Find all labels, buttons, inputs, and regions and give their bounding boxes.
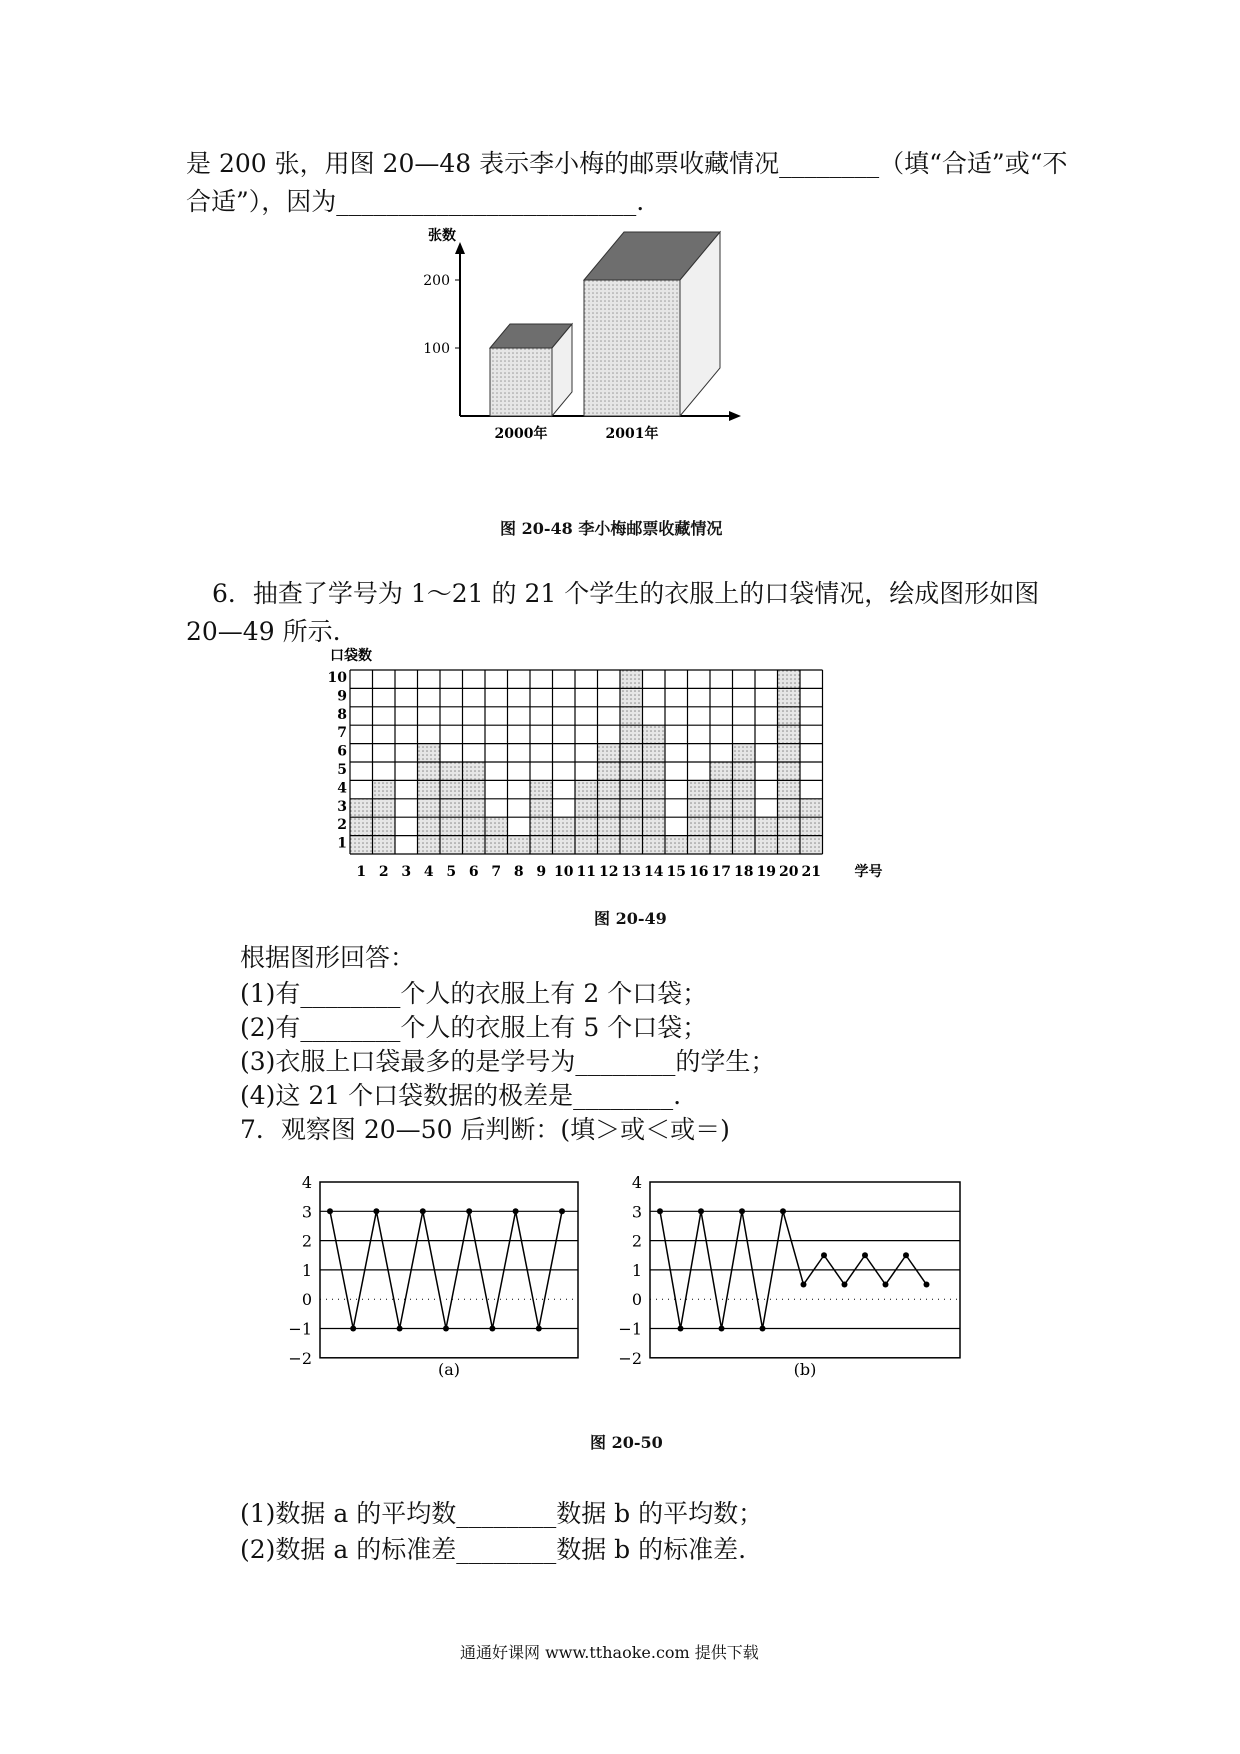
- footer: 通通好课网 www.tthaoke.com 提供下载: [460, 1643, 759, 1662]
- data-point: [373, 1208, 379, 1214]
- y-tick-label: −2: [288, 1348, 312, 1368]
- data-point: [739, 1208, 745, 1214]
- y-tick-label: 2: [301, 1231, 312, 1251]
- x-tick-label: 18: [734, 864, 754, 880]
- x-tick-label: 13: [621, 864, 641, 880]
- bar-21: [800, 799, 823, 854]
- q7-item-1: (1)数据 a 的平均数________数据 b 的平均数；: [240, 1499, 764, 1528]
- x-tick-label: 20: [779, 864, 799, 880]
- y-tick-label: 3: [301, 1202, 312, 1222]
- y-tick-label: −1: [618, 1319, 642, 1339]
- line-chart-b: [610, 1170, 960, 1400]
- y-tick-label: 6: [337, 743, 347, 760]
- text-line-1: 是 200 张，用图 20—48 表示李小梅的邮票收藏情况________（填“合适”或“不: [186, 149, 1068, 178]
- bar-17: [710, 762, 733, 854]
- x-tick-label: 8: [513, 864, 524, 880]
- data-point: [862, 1252, 868, 1258]
- x-tick-label: 15: [666, 864, 686, 880]
- y-tick-label: 0: [631, 1290, 642, 1310]
- data-point: [842, 1282, 848, 1288]
- y-tick-label: 3: [337, 798, 347, 815]
- x-axis-label: 学号: [854, 864, 883, 880]
- bar-14: [643, 725, 666, 854]
- text-line-2: 合适”），因为________________________.: [186, 187, 645, 216]
- y-tick-label: 2: [631, 1231, 642, 1251]
- y-tick-label: 4: [337, 780, 347, 797]
- x-tick-label: 16: [689, 864, 709, 880]
- data-point: [760, 1326, 766, 1332]
- y-tick-label: 5: [337, 762, 347, 778]
- q7-item-2: (2)数据 a 的标准差________数据 b 的标准差.: [240, 1535, 747, 1564]
- q7-title: 7．观察图 20—50 后判断：(填＞或＜或＝): [240, 1115, 730, 1144]
- x-tick-label: 21: [801, 864, 821, 880]
- data-point: [350, 1326, 356, 1332]
- data-point: [420, 1208, 426, 1214]
- y-tick-label: 200: [423, 273, 450, 289]
- data-point: [443, 1326, 449, 1332]
- q6-item-1: (1)有________个人的衣服上有 2 个口袋；: [240, 979, 708, 1008]
- y-tick-label: 4: [631, 1173, 642, 1192]
- y-tick-label: 8: [337, 706, 347, 723]
- fig49-caption: 图 20-49: [594, 909, 667, 928]
- data-point: [924, 1282, 930, 1288]
- fig50-caption: 图 20-50: [590, 1433, 663, 1452]
- data-point: [466, 1208, 472, 1214]
- x-tick-label: 2001年: [605, 426, 659, 442]
- data-point: [559, 1208, 565, 1214]
- x-tick-label: 5: [446, 864, 457, 880]
- data-point: [698, 1208, 704, 1214]
- q6-item-3: (3)衣服上口袋最多的是学号为________的学生；: [240, 1047, 776, 1076]
- y-tick-label: 9: [337, 688, 347, 705]
- data-point: [397, 1326, 403, 1332]
- data-point: [801, 1282, 807, 1288]
- data-point: [657, 1208, 663, 1214]
- data-point: [719, 1326, 725, 1332]
- stamp-collection-chart: [420, 228, 840, 490]
- x-tick-label: 1: [356, 864, 367, 880]
- data-point: [678, 1326, 684, 1332]
- y-axis-arrow: [455, 242, 465, 254]
- q6-item-2: (2)有________个人的衣服上有 5 个口袋；: [240, 1013, 708, 1042]
- y-tick-label: 100: [423, 341, 450, 357]
- bar-1: [350, 799, 373, 854]
- data-point: [536, 1326, 542, 1332]
- x-tick-label: 12: [599, 864, 619, 880]
- y-tick-label: 10: [327, 670, 347, 686]
- q6-line-2: 20—49 所示.: [186, 617, 341, 646]
- bar-front-2: [584, 280, 680, 416]
- x-tick-label: 11: [576, 864, 596, 880]
- x-axis-arrow: [729, 411, 741, 421]
- y-axis-label: 口袋数: [330, 648, 372, 664]
- answer-intro: 根据图形回答：: [240, 943, 416, 972]
- x-tick-label: 14: [644, 864, 664, 880]
- x-tick-label: 2000年: [494, 426, 548, 442]
- panel-label: (a): [437, 1360, 461, 1379]
- x-tick-label: 19: [756, 864, 776, 880]
- data-point: [883, 1282, 889, 1288]
- bar-15: [665, 836, 688, 854]
- x-tick-label: 6: [468, 864, 479, 880]
- bar-front-1: [490, 348, 552, 416]
- x-tick-label: 2: [378, 864, 389, 880]
- x-tick-label: 17: [711, 864, 731, 880]
- x-tick-label: 10: [554, 864, 574, 880]
- data-point: [327, 1208, 333, 1214]
- q6-item-4: (4)这 21 个口袋数据的极差是________.: [240, 1081, 682, 1110]
- pocket-count-chart: [310, 650, 930, 890]
- y-axis-label: 张数: [428, 228, 456, 244]
- y-tick-label: 7: [337, 725, 347, 742]
- bar-6: [463, 762, 486, 854]
- x-tick-label: 4: [423, 864, 434, 880]
- x-tick-label: 9: [536, 864, 547, 880]
- data-point: [903, 1252, 909, 1258]
- y-tick-label: 0: [301, 1290, 312, 1310]
- fig48-caption: 图 20-48 李小梅邮票收藏情况: [500, 519, 723, 538]
- y-tick-label: 1: [301, 1260, 312, 1280]
- y-tick-label: 1: [631, 1260, 642, 1280]
- y-tick-label: 4: [301, 1173, 312, 1192]
- q6-line-1: 6．抽查了学号为 1～21 的 21 个学生的衣服上的口袋情况，绘成图形如图: [212, 579, 1040, 608]
- y-tick-label: 3: [631, 1202, 642, 1222]
- x-tick-label: 3: [401, 864, 412, 880]
- data-point: [821, 1252, 827, 1258]
- bar-8: [508, 836, 531, 854]
- line-chart-a: [280, 1170, 600, 1400]
- y-tick-label: 2: [337, 817, 347, 834]
- bar-5: [440, 762, 463, 854]
- data-point: [513, 1208, 519, 1214]
- y-tick-label: 1: [337, 835, 347, 852]
- x-tick-label: 7: [491, 864, 502, 880]
- panel-label: (b): [793, 1360, 817, 1379]
- data-point: [780, 1208, 786, 1214]
- data-point: [489, 1326, 495, 1332]
- y-tick-label: −1: [288, 1319, 312, 1339]
- y-tick-label: −2: [618, 1348, 642, 1368]
